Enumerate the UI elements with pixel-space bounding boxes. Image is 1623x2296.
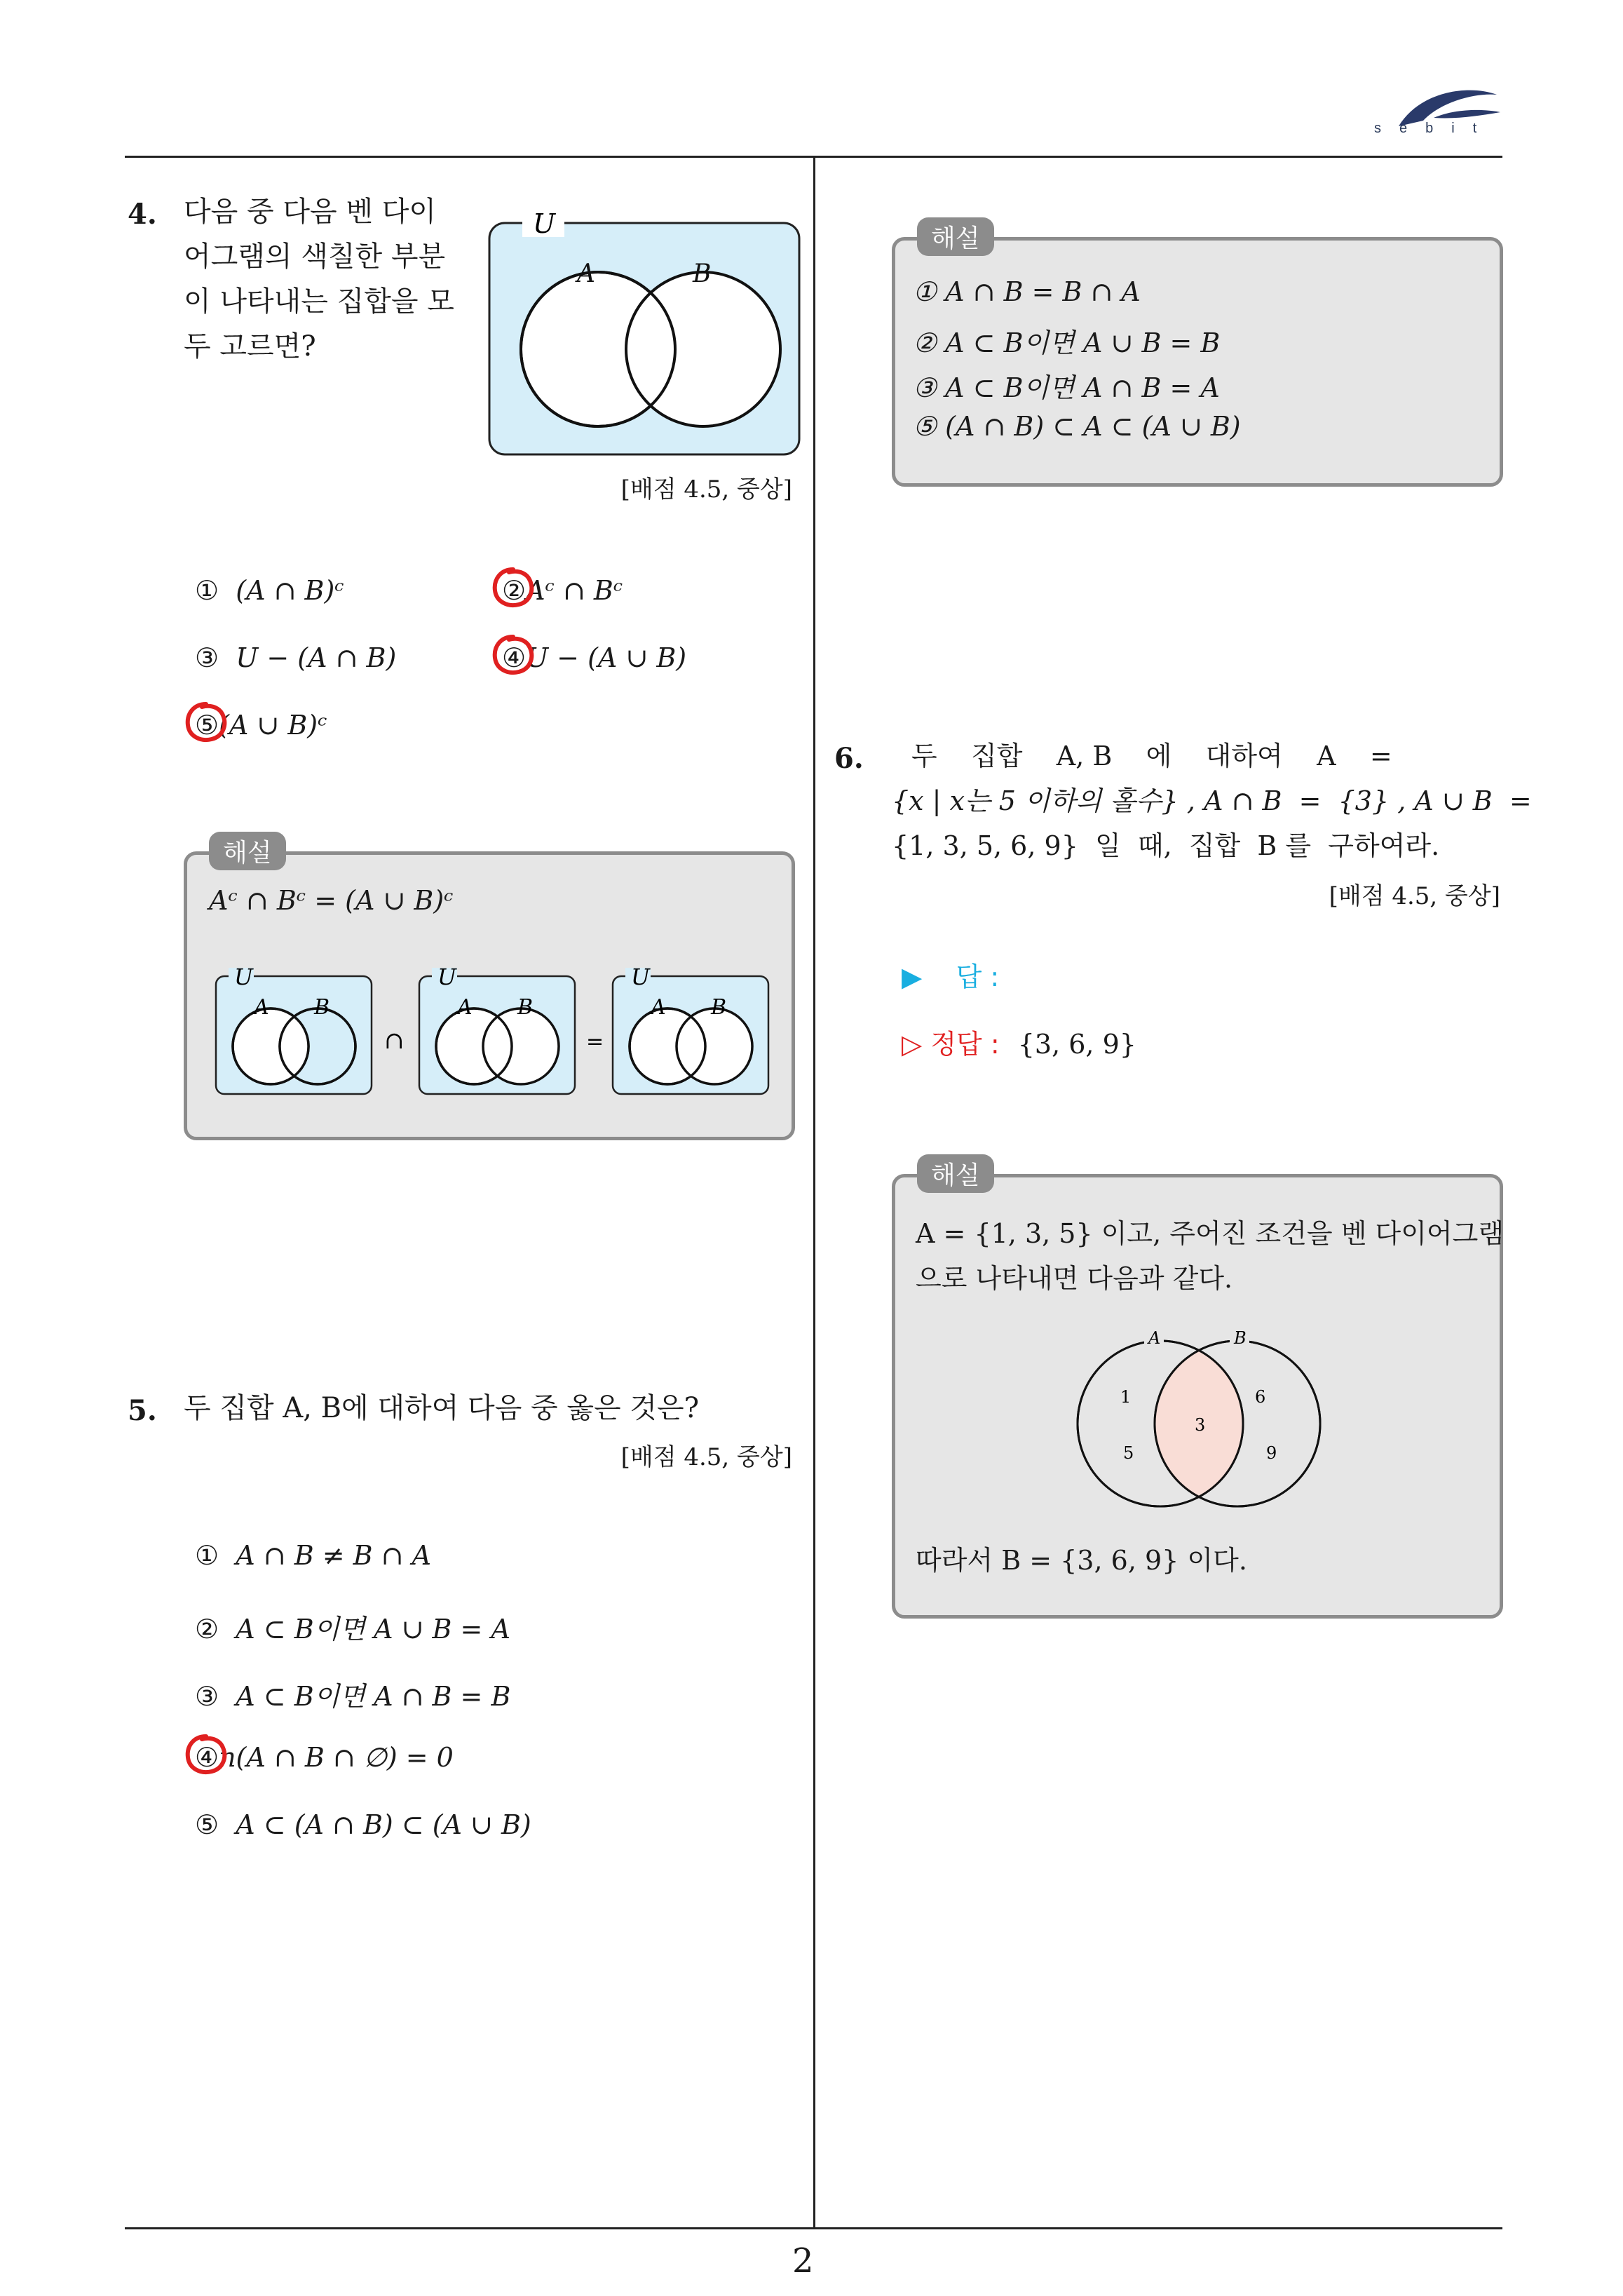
outline-triangle-icon: ▷ <box>902 1029 923 1060</box>
q6-solution-line-2: 으로 나타내면 다음과 같다. <box>916 1263 1233 1294</box>
venn-a-label: A <box>457 995 473 1020</box>
q4-solution-formula: Aᶜ ∩ Bᶜ = (A ∪ B)ᶜ <box>209 885 454 916</box>
q6-answer-row[interactable] <box>902 955 999 994</box>
choice-text: n(A ∩ B ∩ ∅) = 0 <box>219 1742 454 1773</box>
choice-number: ① <box>195 575 219 606</box>
q5-solution-line-2: ② A ⊂ B이면 A ∪ B = B <box>913 327 1221 358</box>
venn-b-label: B <box>711 995 727 1020</box>
choice-number: ① <box>195 1540 219 1571</box>
q4-line-1: 다음 중 다음 벤 다이 <box>184 196 436 228</box>
q5-choice-5[interactable] <box>195 1809 531 1840</box>
choice-text: A ⊂ B이면 A ∩ B = B <box>236 1681 511 1712</box>
play-triangle-icon: ▶ <box>902 961 923 992</box>
choice-number: ④ <box>195 1742 219 1773</box>
q6-solution-tag: 해설 <box>917 1154 994 1193</box>
q4-line-2: 어그램의 색칠한 부분 <box>184 241 446 273</box>
q6-score: [배점 4.5, 중상] <box>1329 882 1500 910</box>
q6-solution-conclusion: 따라서 B = {3, 6, 9} 이다. <box>916 1545 1247 1576</box>
choice-number: ② <box>195 1614 219 1645</box>
q5-choice-1[interactable] <box>195 1540 431 1571</box>
q5-choice-2[interactable] <box>195 1607 510 1646</box>
choice-text: Aᶜ ∩ Bᶜ <box>526 575 623 606</box>
q6-line-1: 두 집합 A, B 에 대하여 A = <box>911 741 1392 771</box>
q5-choice-4[interactable] <box>195 1742 454 1773</box>
q5-solution-line-1: ① A ∩ B = B ∩ A <box>913 276 1141 307</box>
q4-venn-diagram <box>484 203 806 463</box>
choice-number: ⑤ <box>195 710 219 741</box>
q6-solution-line-1: A = {1, 3, 5} 이고, 주어진 조건을 벤 다이어그램 <box>916 1218 1505 1249</box>
q4-choice-1[interactable] <box>195 575 344 606</box>
venn-u-label: U <box>437 968 456 990</box>
q5-number: 5. <box>128 1394 157 1427</box>
venn-a-label: A <box>651 995 666 1020</box>
venn-element-3: 3 <box>1195 1415 1206 1435</box>
venn-element-1: 1 <box>1120 1387 1132 1407</box>
answer-mark-icon <box>491 633 536 677</box>
q4-line-3: 이 나타내는 집합을 모 <box>184 285 454 318</box>
solution-venn-3 <box>613 968 768 1094</box>
q5-text: 두 집합 A, B에 대하여 다음 중 옳은 것은? <box>184 1392 700 1424</box>
venn-b-label: B <box>517 995 534 1020</box>
choice-text: U − (A ∪ B) <box>526 642 687 673</box>
answer-mark-icon <box>184 1732 229 1777</box>
solution-op-intersection: ∩ <box>384 1027 405 1055</box>
q5-solution-line-3: ③ A ⊂ B이면 A ∩ B = A <box>913 372 1220 403</box>
choice-text: (A ∩ B)ᶜ <box>236 575 344 606</box>
venn-b-label: B <box>1234 1328 1247 1348</box>
q4-line-4: 두 고르면? <box>184 330 316 363</box>
answer-mark-icon <box>184 700 229 745</box>
choice-number: ③ <box>195 1681 219 1712</box>
answer-mark-icon <box>491 565 536 610</box>
q5-solution-line-4: ⑤ (A ∩ B) ⊂ A ⊂ (A ∪ B) <box>913 411 1241 442</box>
brand-text: sebit <box>1374 121 1495 136</box>
venn-u-label: U <box>631 968 650 990</box>
solution-venn-2 <box>419 968 575 1094</box>
venn-element-5: 5 <box>1123 1443 1134 1463</box>
choice-number: ④ <box>502 642 527 673</box>
solution-op-equals: = <box>586 1029 604 1054</box>
q5-score: [배점 4.5, 중상] <box>620 1443 792 1471</box>
page-number: 2 <box>792 2241 814 2281</box>
choice-number: ② <box>502 575 527 606</box>
q4-solution-tag: 해설 <box>209 832 286 870</box>
q5-solution-tag: 해설 <box>917 217 994 256</box>
choice-text: A ∩ B ≠ B ∩ A <box>236 1540 431 1571</box>
q4-venn-a-label: A <box>577 259 595 288</box>
correct-value: {3, 6, 9} <box>1017 1029 1136 1060</box>
venn-element-6: 6 <box>1255 1387 1266 1407</box>
venn-a-label: A <box>254 995 269 1020</box>
q6-solution-venn <box>1066 1318 1332 1508</box>
q4-choice-3[interactable] <box>195 642 396 673</box>
venn-u-label: U <box>234 968 253 990</box>
choice-text: A ⊂ B이면 A ∪ B = A <box>236 1614 510 1645</box>
q4-venn-universe-label: U <box>533 208 556 239</box>
q4-score: [배점 4.5, 중상] <box>620 475 792 504</box>
q4-venn-b-label: B <box>693 259 712 288</box>
solution-venn-1 <box>216 968 372 1094</box>
column-divider <box>813 156 815 2228</box>
q4-number: 4. <box>128 198 157 231</box>
correct-label: 정답 : <box>930 1029 1000 1060</box>
choice-number: ③ <box>195 642 219 673</box>
q4-solution-venn-row <box>210 968 771 1101</box>
venn-b-label: B <box>314 995 330 1020</box>
q5-solution-box <box>892 237 1503 487</box>
venn-element-9: 9 <box>1266 1443 1277 1463</box>
q6-line-3: {1, 3, 5, 6, 9} 일 때, 집합 B 를 구하여라. <box>892 830 1440 861</box>
q5-choice-3[interactable] <box>195 1675 510 1713</box>
footer-rule <box>125 2227 1502 2229</box>
q6-correct-row <box>902 1022 1136 1061</box>
q6-line-2: {x | x는 5 이하의 홀수} , A ∩ B = {3} , A ∪ B = <box>892 785 1532 816</box>
choice-text: (A ∪ B)ᶜ <box>219 710 327 741</box>
answer-label: 답 : <box>956 961 1000 992</box>
choice-text: A ⊂ (A ∩ B) ⊂ (A ∪ B) <box>236 1809 531 1840</box>
venn-a-label: A <box>1148 1328 1161 1348</box>
choice-number: ⑤ <box>195 1809 219 1840</box>
choice-text: U − (A ∩ B) <box>236 642 397 673</box>
q6-number: 6. <box>834 742 864 775</box>
